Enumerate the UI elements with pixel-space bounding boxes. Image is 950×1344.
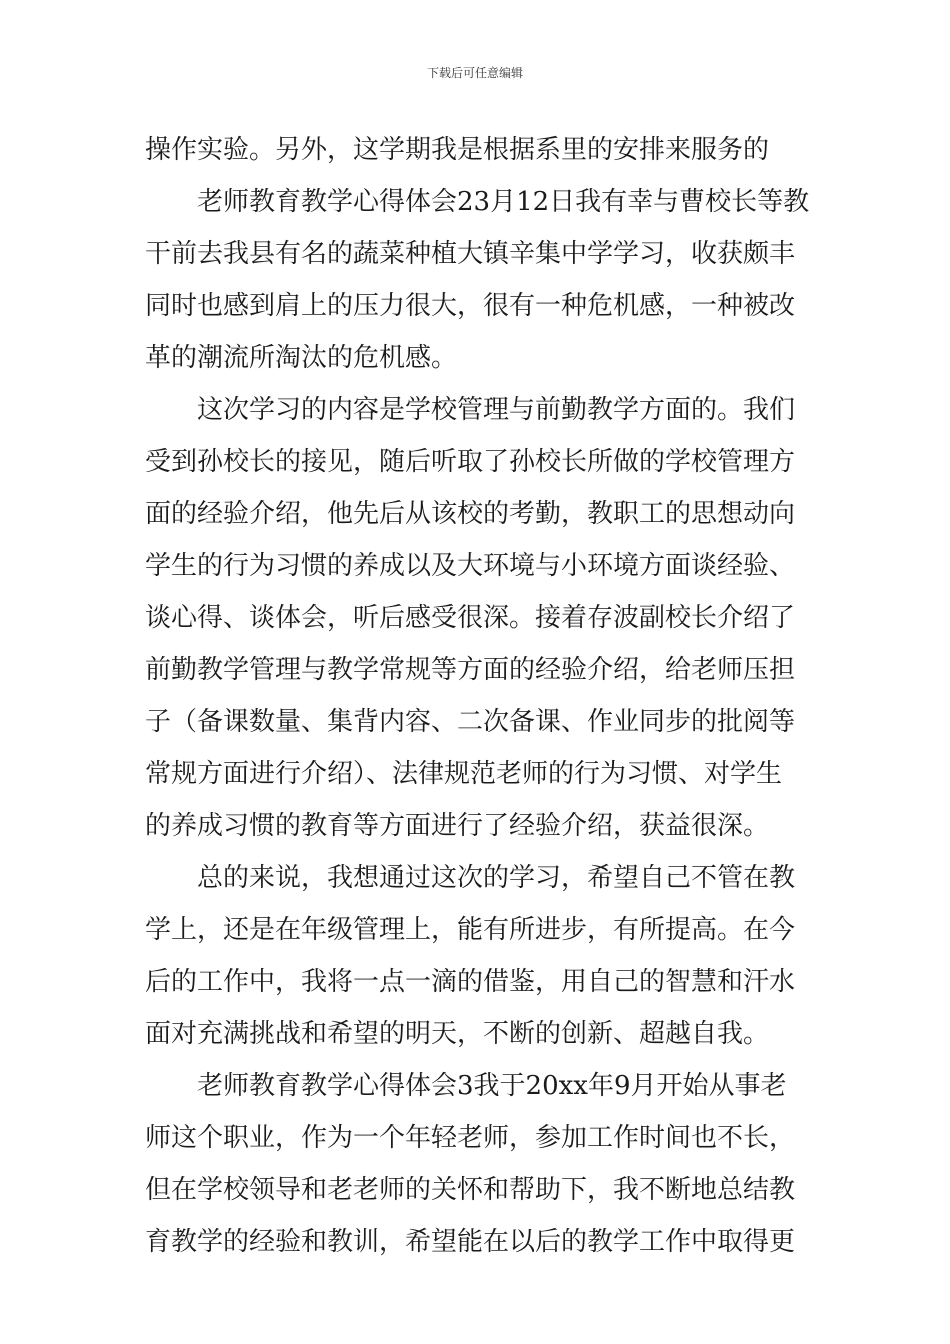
text-line: 前勤教学管理与教学常规等方面的经验介绍，给老师压担 (145, 655, 796, 685)
page-header-note: 下载后可任意编辑 (426, 66, 523, 80)
text-line: 师这个职业，作为一个年轻老师，参加工作时间也不长， (145, 1123, 796, 1153)
text-line: 面对充满挑战和希望的明天，不断的创新、超越自我。 (145, 1019, 770, 1049)
text-line: 育教学的经验和教训，希望能在以后的教学工作中取得更 (145, 1227, 796, 1257)
text-line: 总的来说，我想通过这次的学习，希望自己不管在教 (197, 863, 796, 893)
text-line: 老师教育教学心得体会23月12日我有幸与曹校长等教 (197, 187, 810, 217)
text-line: 干前去我县有名的蔬菜种植大镇辛集中学学习，收获颇丰 (145, 239, 796, 269)
text-line: 这次学习的内容是学校管理与前勤教学方面的。我们 (197, 395, 796, 425)
text-line: 受到孙校长的接见，随后听取了孙校长所做的学校管理方 (145, 447, 796, 477)
text-line: 常规方面进行介绍）、法律规范老师的行为习惯、对学生 (145, 759, 783, 789)
text-line: 但在学校领导和老老师的关怀和帮助下，我不断地总结教 (145, 1175, 796, 1205)
text-line: 谈心得、谈体会，听后感受很深。接着存波副校长介绍了 (145, 603, 796, 633)
text-line: 操作实验。另外，这学期我是根据系里的安排来服务的 (145, 135, 770, 165)
text-line: 的养成习惯的教育等方面进行了经验介绍，获益很深。 (145, 811, 770, 841)
text-line: 革的潮流所淘汰的危机感。 (145, 343, 458, 373)
document-body (145, 128, 810, 1272)
text-line: 学生的行为习惯的养成以及大环境与小环境方面谈经验、 (145, 551, 796, 581)
text-line: 同时也感到肩上的压力很大，很有一种危机感，一种被改 (145, 291, 796, 321)
text-line: 学上，还是在年级管理上，能有所进步，有所提高。在今 (145, 915, 796, 945)
text-line: 老师教育教学心得体会3我于20xx年9月开始从事老 (197, 1071, 787, 1101)
text-line: 面的经验介绍，他先后从该校的考勤，教职工的思想动向 (145, 499, 796, 529)
text-line: 后的工作中，我将一点一滴的借鉴，用自己的智慧和汗水 (145, 967, 796, 997)
text-line: 子（备课数量、集背内容、二次备课、作业同步的批阅等 (145, 707, 796, 737)
